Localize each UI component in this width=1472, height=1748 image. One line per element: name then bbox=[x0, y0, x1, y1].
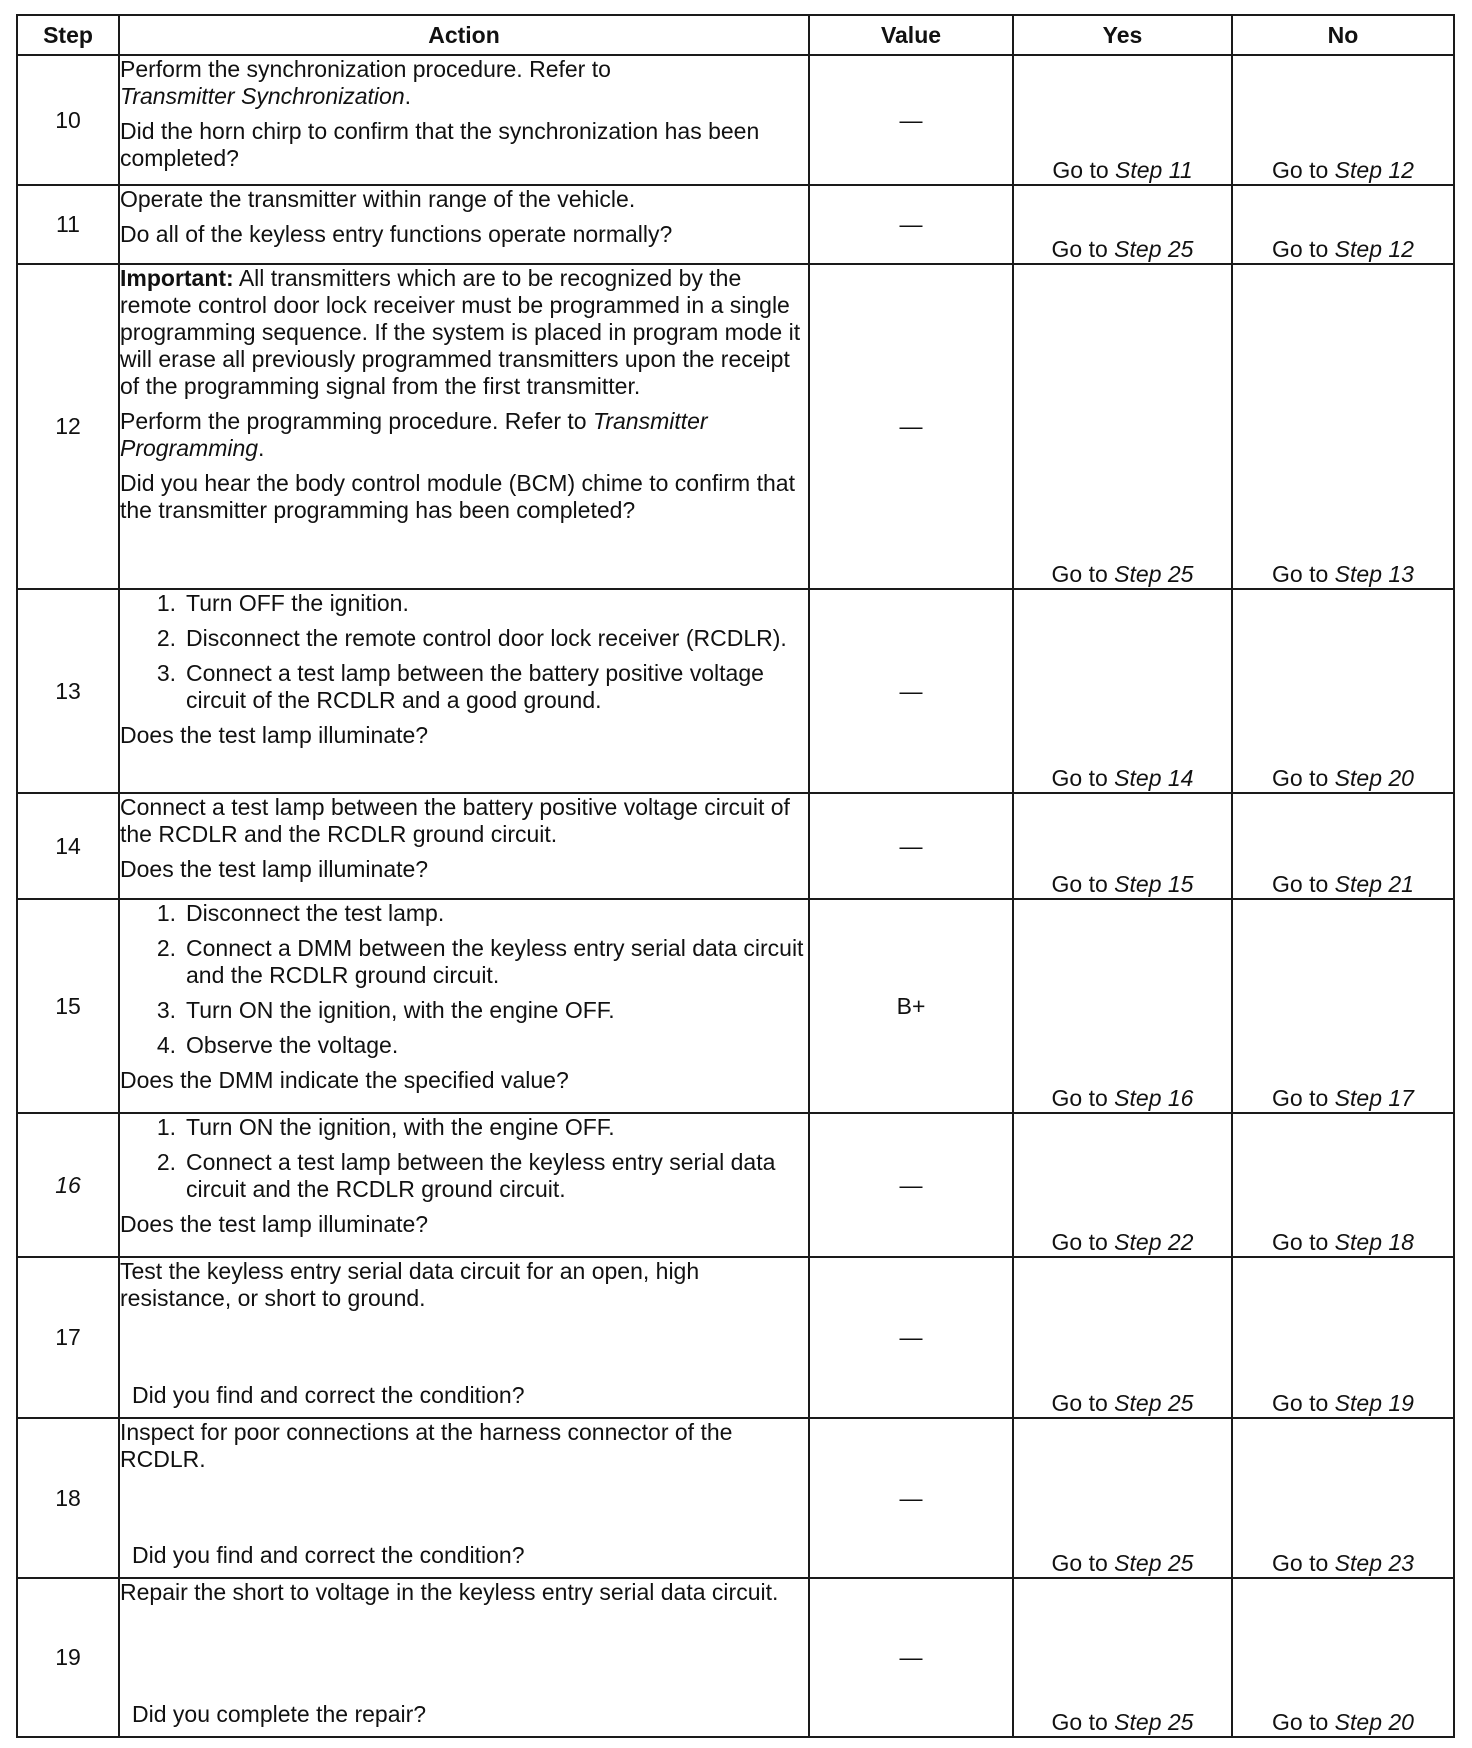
table-row bbox=[17, 1113, 1454, 1257]
yes-cell: Go to Step 25 bbox=[1013, 264, 1232, 589]
value-cell: — bbox=[809, 1578, 1013, 1737]
important-label: Important: bbox=[120, 265, 234, 291]
action-question: Does the DMM indicate the specified value? bbox=[120, 1067, 569, 1093]
action-cell bbox=[119, 899, 809, 1113]
value-cell: — bbox=[809, 1113, 1013, 1257]
value-cell: — bbox=[809, 1418, 1013, 1578]
no-cell: Go to Step 23 bbox=[1232, 1418, 1454, 1578]
value-cell: — bbox=[809, 793, 1013, 899]
header-action: Action bbox=[119, 15, 809, 55]
header-yes: Yes bbox=[1013, 15, 1232, 55]
action-cell bbox=[119, 185, 809, 264]
action-cell bbox=[119, 793, 809, 899]
yes-cell: Go to Step 14 bbox=[1013, 589, 1232, 793]
header-value: Value bbox=[809, 15, 1013, 55]
table-row bbox=[17, 1257, 1454, 1418]
step-number: 12 bbox=[17, 264, 119, 589]
yes-cell: Go to Step 11 bbox=[1013, 55, 1232, 185]
table-row bbox=[17, 1578, 1454, 1737]
step-number: 16 bbox=[17, 1113, 119, 1257]
table-row bbox=[17, 899, 1454, 1113]
list-item: 1. Turn OFF the ignition. bbox=[156, 590, 409, 616]
list-item: 2. Connect a test lamp between the keyless entry serial data circuit and the RCDLR ground circuit. bbox=[156, 1149, 776, 1202]
list-item: 1. Turn ON the ignition, with the engine OFF. bbox=[156, 1114, 615, 1140]
yes-cell: Go to Step 25 bbox=[1013, 1578, 1232, 1737]
header-row bbox=[17, 15, 1454, 55]
action-question: Does the test lamp illuminate? bbox=[120, 1211, 429, 1237]
no-cell: Go to Step 18 bbox=[1232, 1113, 1454, 1257]
yes-cell: Go to Step 25 bbox=[1013, 1257, 1232, 1418]
step-number: 10 bbox=[17, 55, 119, 185]
yes-cell: Go to Step 16 bbox=[1013, 899, 1232, 1113]
action-instruction: Perform the programming procedure. Refer to Transmitter Programming. bbox=[120, 408, 708, 461]
diagnostic-table bbox=[16, 14, 1455, 1738]
action-question: Does the test lamp illuminate? bbox=[120, 856, 429, 882]
yes-cell: Go to Step 15 bbox=[1013, 793, 1232, 899]
action-cell bbox=[119, 1113, 809, 1257]
action-question: Do all of the keyless entry functions operate normally? bbox=[120, 221, 673, 247]
action-question: Did you complete the repair? bbox=[132, 1701, 427, 1727]
table-row bbox=[17, 589, 1454, 793]
no-cell: Go to Step 12 bbox=[1232, 185, 1454, 264]
reference-link: Transmitter Synchronization bbox=[120, 83, 405, 109]
action-cell bbox=[119, 55, 809, 185]
step-number: 18 bbox=[17, 1418, 119, 1578]
step-number: 17 bbox=[17, 1257, 119, 1418]
action-instruction: Test the keyless entry serial data circuit for an open, high resistance, or short to ground. bbox=[120, 1258, 700, 1311]
no-cell: Go to Step 20 bbox=[1232, 589, 1454, 793]
procedure-list bbox=[120, 1114, 808, 1203]
value-cell: B+ bbox=[809, 899, 1013, 1113]
value-cell: — bbox=[809, 589, 1013, 793]
no-cell: Go to Step 21 bbox=[1232, 793, 1454, 899]
list-item: 1. Disconnect the test lamp. bbox=[156, 900, 445, 926]
action-question: Did you find and correct the condition? bbox=[132, 1382, 525, 1408]
no-cell: Go to Step 13 bbox=[1232, 264, 1454, 589]
action-question: Did you find and correct the condition? bbox=[132, 1542, 525, 1568]
list-item: 3. Connect a test lamp between the battery positive voltage circuit of the RCDLR and a good ground. bbox=[156, 660, 764, 713]
no-cell: Go to Step 12 bbox=[1232, 55, 1454, 185]
yes-cell: Go to Step 25 bbox=[1013, 185, 1232, 264]
action-instruction: Connect a test lamp between the battery positive voltage circuit of the RCDLR and the RCDLR ground circuit. bbox=[120, 794, 790, 847]
action-cell bbox=[119, 1418, 809, 1578]
reference-link: Transmitter Programming bbox=[120, 408, 708, 461]
action-instruction: Perform the synchronization procedure. Refer to Transmitter Synchronization. bbox=[120, 56, 611, 109]
table-row bbox=[17, 793, 1454, 899]
no-cell: Go to Step 17 bbox=[1232, 899, 1454, 1113]
action-instruction: Inspect for poor connections at the harness connector of the RCDLR. bbox=[120, 1419, 733, 1472]
action-instruction: Operate the transmitter within range of the vehicle. bbox=[120, 186, 636, 212]
step-number: 13 bbox=[17, 589, 119, 793]
action-instruction: Repair the short to voltage in the keyless entry serial data circuit. bbox=[120, 1579, 779, 1605]
procedure-list bbox=[120, 900, 808, 1059]
step-number: 11 bbox=[17, 185, 119, 264]
value-cell: — bbox=[809, 264, 1013, 589]
table-row bbox=[17, 264, 1454, 589]
action-cell bbox=[119, 1578, 809, 1737]
list-item: 3. Turn ON the ignition, with the engine OFF. bbox=[156, 997, 615, 1023]
list-item: 4. Observe the voltage. bbox=[156, 1032, 399, 1058]
no-cell: Go to Step 19 bbox=[1232, 1257, 1454, 1418]
step-number: 15 bbox=[17, 899, 119, 1113]
list-item: 2. Disconnect the remote control door lock receiver (RCDLR). bbox=[156, 625, 787, 651]
header-no: No bbox=[1232, 15, 1454, 55]
value-cell: — bbox=[809, 1257, 1013, 1418]
table-row bbox=[17, 1418, 1454, 1578]
step-number: 19 bbox=[17, 1578, 119, 1737]
step-number: 14 bbox=[17, 793, 119, 899]
yes-cell: Go to Step 22 bbox=[1013, 1113, 1232, 1257]
procedure-list bbox=[120, 590, 808, 714]
no-cell: Go to Step 20 bbox=[1232, 1578, 1454, 1737]
action-cell bbox=[119, 589, 809, 793]
action-cell bbox=[119, 1257, 809, 1418]
important-note: Important: All transmitters which are to be recognized by the remote control door lock receiver must be programmed in a single programming sequence. If the system is placed in program mode it will erase all previously programmed transmitters upon the receipt of the programming signal from the first transmitter. bbox=[120, 265, 801, 399]
value-cell: — bbox=[809, 185, 1013, 264]
list-item: 2. Connect a DMM between the keyless entry serial data circuit and the RCDLR ground circuit. bbox=[156, 935, 804, 988]
table-row bbox=[17, 55, 1454, 185]
yes-cell: Go to Step 25 bbox=[1013, 1418, 1232, 1578]
action-question: Does the test lamp illuminate? bbox=[120, 722, 429, 748]
table-row bbox=[17, 185, 1454, 264]
action-question: Did the horn chirp to confirm that the synchronization has been completed? bbox=[120, 118, 760, 171]
header-step: Step bbox=[17, 15, 119, 55]
action-question: Did you hear the body control module (BCM) chime to confirm that the transmitter programming has been completed? bbox=[120, 470, 795, 523]
action-cell bbox=[119, 264, 809, 589]
value-cell: — bbox=[809, 55, 1013, 185]
